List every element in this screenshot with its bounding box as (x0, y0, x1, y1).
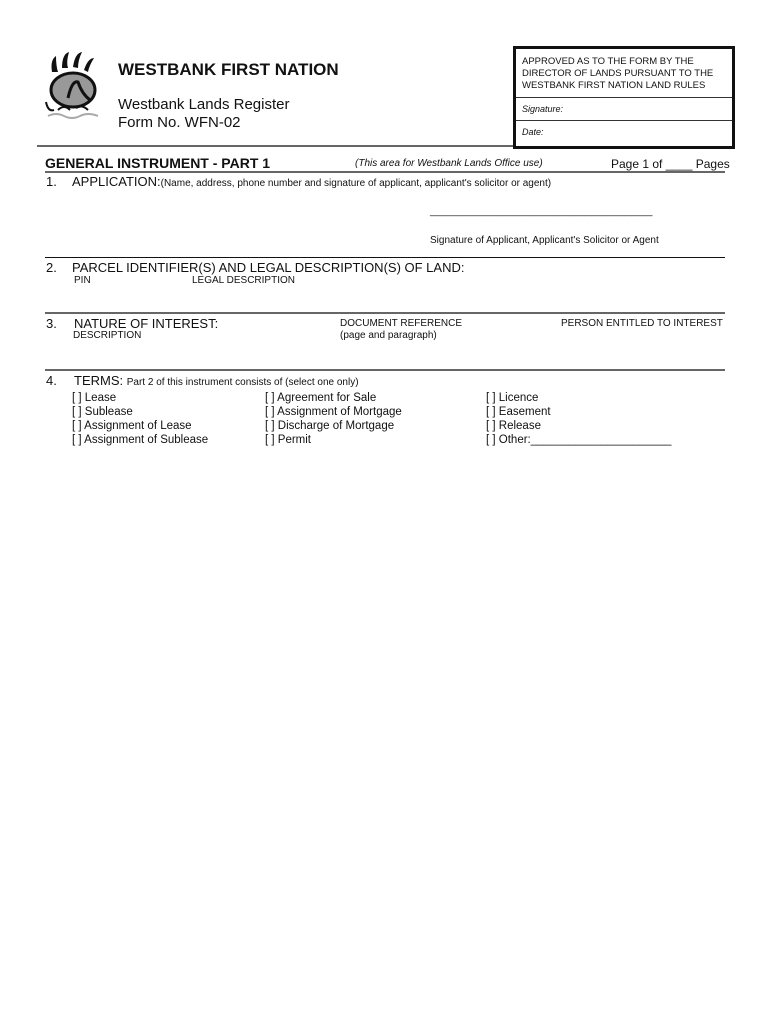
term-option-assignment-of-lease[interactable]: [ ] Assignment of Lease (72, 420, 192, 432)
section-note: Part 2 of this instrument consists of (select one only) (126, 377, 359, 388)
section-number: 2. (46, 260, 57, 275)
section-note: (Name, address, phone number and signature of applicant, applicant's solicitor or agent) (160, 178, 552, 189)
term-option-easement[interactable]: [ ] Easement (486, 406, 551, 418)
form-title: GENERAL INSTRUMENT - PART 1 (45, 155, 271, 171)
page-count: Page 1 of ____ Pages (611, 157, 730, 171)
terms-column-3 (486, 391, 671, 447)
pin-column-label: PIN (74, 275, 91, 286)
document-reference-sublabel: (page and paragraph) (340, 330, 437, 341)
document-reference-column-label: DOCUMENT REFERENCE (340, 318, 463, 329)
term-option-agreement-for-sale[interactable]: [ ] Agreement for Sale (265, 392, 377, 404)
section-heading: TERMS: (74, 373, 124, 388)
office-note: (This area for Westbank Lands Office use) (355, 158, 543, 169)
signature-label: Signature: (522, 104, 564, 114)
approval-box (513, 46, 735, 149)
approval-text: APPROVED AS TO THE FORM BY THE DIRECTOR OF LANDS PURSUANT TO THE WESTBANK FIRST NATION LAND RULES (522, 56, 714, 91)
person-entitled-column-label: PERSON ENTITLED TO INTEREST (561, 318, 723, 329)
term-option-other[interactable]: [ ] Other:______________________ (486, 434, 672, 446)
register-name: Westbank Lands Register (118, 96, 290, 113)
section-divider (45, 312, 725, 314)
section-heading: NATURE OF INTEREST: (74, 316, 219, 331)
title-divider (45, 171, 725, 173)
term-option-sublease[interactable]: [ ] Sublease (72, 406, 133, 418)
term-option-discharge-of-mortgage[interactable]: [ ] Discharge of Mortgage (265, 420, 395, 432)
term-option-permit[interactable]: [ ] Permit (265, 434, 312, 446)
term-option-licence[interactable]: [ ] Licence (486, 392, 539, 404)
term-option-release[interactable]: [ ] Release (486, 420, 541, 432)
description-column-label: DESCRIPTION (73, 330, 142, 341)
terms-column-2 (265, 391, 402, 447)
applicant-signature-line[interactable]: ________________________________________ (430, 206, 653, 217)
section-divider (45, 369, 725, 371)
header-divider (37, 145, 513, 147)
legal-description-column-label: LEGAL DESCRIPTION (192, 275, 295, 286)
term-option-lease[interactable]: [ ] Lease (72, 392, 117, 404)
form-number: Form No. WFN-02 (118, 114, 241, 131)
section-divider (45, 257, 725, 258)
section-number: 3. (46, 316, 57, 331)
section-heading: APPLICATION: (72, 174, 161, 189)
date-label: Date: (522, 127, 544, 137)
bear-paw-logo (42, 50, 104, 122)
org-name: WESTBANK FIRST NATION (118, 60, 339, 79)
application-section (72, 174, 551, 189)
section-heading: PARCEL IDENTIFIER(S) AND LEGAL DESCRIPTION(S) OF LAND: (72, 260, 465, 275)
terms-section (74, 373, 359, 388)
term-option-assignment-of-sublease[interactable]: [ ] Assignment of Sublease (72, 434, 209, 446)
terms-column-1 (72, 391, 208, 447)
section-number: 4. (46, 373, 57, 388)
section-number: 1. (46, 174, 57, 189)
term-option-assignment-of-mortgage[interactable]: [ ] Assignment of Mortgage (265, 406, 402, 418)
signature-caption: Signature of Applicant, Applicant's Solicitor or Agent (430, 235, 659, 246)
